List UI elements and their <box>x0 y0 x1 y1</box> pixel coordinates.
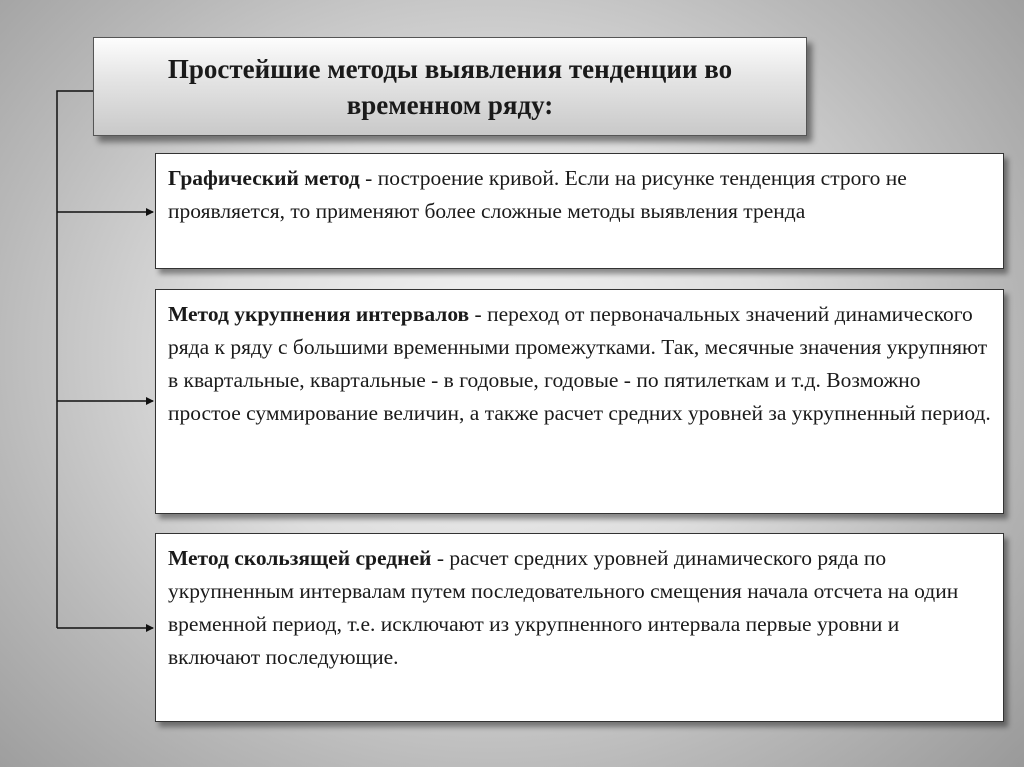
method-description: построение кривой. Если на рисунке тенденция строго не проявляется, то применяют более сложные методы выявления тренда <box>168 166 907 223</box>
method-name: Метод скользящей средней <box>168 546 432 570</box>
method-box-interval-enlargement <box>155 289 1004 514</box>
method-description: расчет средних уровней динамического ряда по укрупненным интервалам путем последовательного смещения начала отсчета на один временной период, т.е. исключают из укрупненного интервала первые уровни и включают последующие. <box>168 546 959 669</box>
method-separator: - <box>359 166 378 190</box>
title-box <box>93 37 807 136</box>
method-name: Метод укрупнения интервалов <box>168 302 470 326</box>
method-description: переход от первоначальных значений динамического ряда к ряду с большими временными промежутками. Так, месячные значения укрупняют в квартальные, квартальные - в годовые, годовые - по пятилеткам и т.д. Возможно простое суммирование величин, а также расчет средних уровней за укрупненный период. <box>168 302 991 425</box>
method-separator: - <box>431 546 450 570</box>
page-title: Простейшие методы выявления тенденции во временном ряду: <box>167 53 733 120</box>
method-box-graphic <box>155 153 1004 269</box>
connector-stub <box>57 91 93 628</box>
method-separator: - <box>469 302 488 326</box>
method-name: Графический метод <box>168 166 360 190</box>
method-box-moving-average <box>155 533 1004 722</box>
